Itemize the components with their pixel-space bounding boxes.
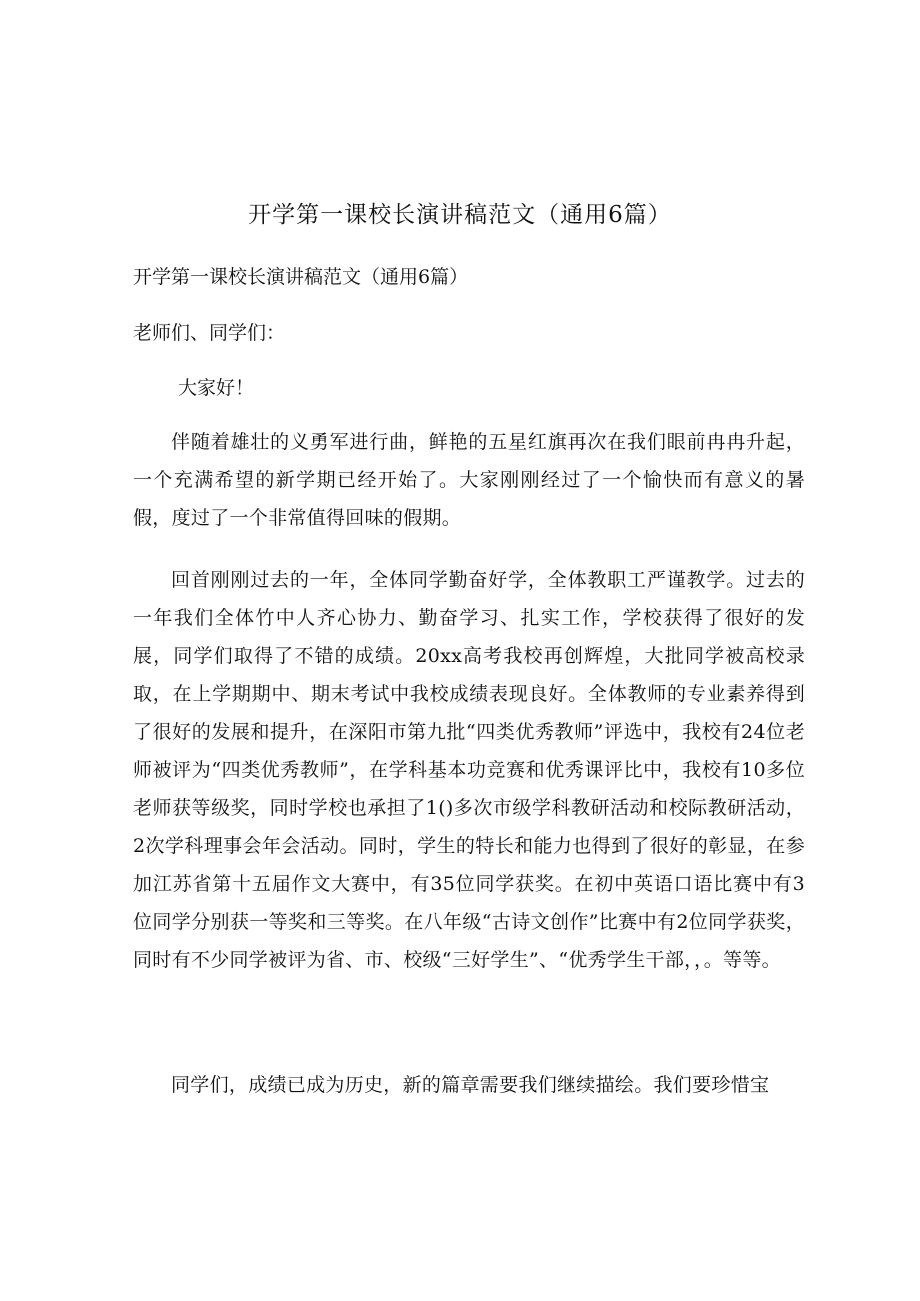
paragraph-2: 回首刚刚过去的一年，全体同学勤奋好学，全体教职工严谨教学。过去的一年我们全体竹中人齐心协力、勤奋学习、扎实工作，学校获得了很好的发展，同学们取得了不错的成绩。20xx高考我校再创辉煌，大批同学被高校录取，在上学期期中、期末考试中我校成绩表现良好。全体教师的专业素养得到了很好的发展和提升，在深阳市第九批“四类优秀教师”评选中，我校有24位老师被评为“四类优秀教师”，在学科基本功竞赛和优秀课评比中，我校有10多位老师获等级奖，同时学校也承担了1()多次市级学科教研活动和校际教研活动，2次学科理事会年会活动。同时，学生的特长和能力也得到了很好的彰显，在参加江苏省第十五届作文大赛中，有35位同学获奖。在初中英语口语比赛中有3位同学分别获一等奖和三等奖。在八年级“古诗文创作”比赛中有2位同学获奖，同时有不少同学被评为省、市、校级“三好学生”、“优秀学生干部，，。等等。 [133, 569, 805, 971]
document-subtitle: 开学第一课校长演讲稿范文（通用6篇） [133, 266, 469, 288]
salutation: 老师们、同学们： [133, 322, 286, 344]
paragraph-3: 同学们，成绩已成为历史，新的篇章需要我们继续描绘。我们要珍惜宝 [171, 1074, 770, 1096]
greeting: 大家好！ [178, 377, 255, 399]
paragraph-1: 伴随着雄壮的义勇军进行曲，鲜艳的五星红旗再次在我们眼前冉冉升起，一个充满希望的新学期已经开始了。大家刚刚经过了一个愉快而有意义的暑假，度过了一个非常值得回味的假期。 [133, 431, 805, 529]
document-title: 开学第一课校长演讲稿范文（通用6篇） [248, 202, 672, 228]
